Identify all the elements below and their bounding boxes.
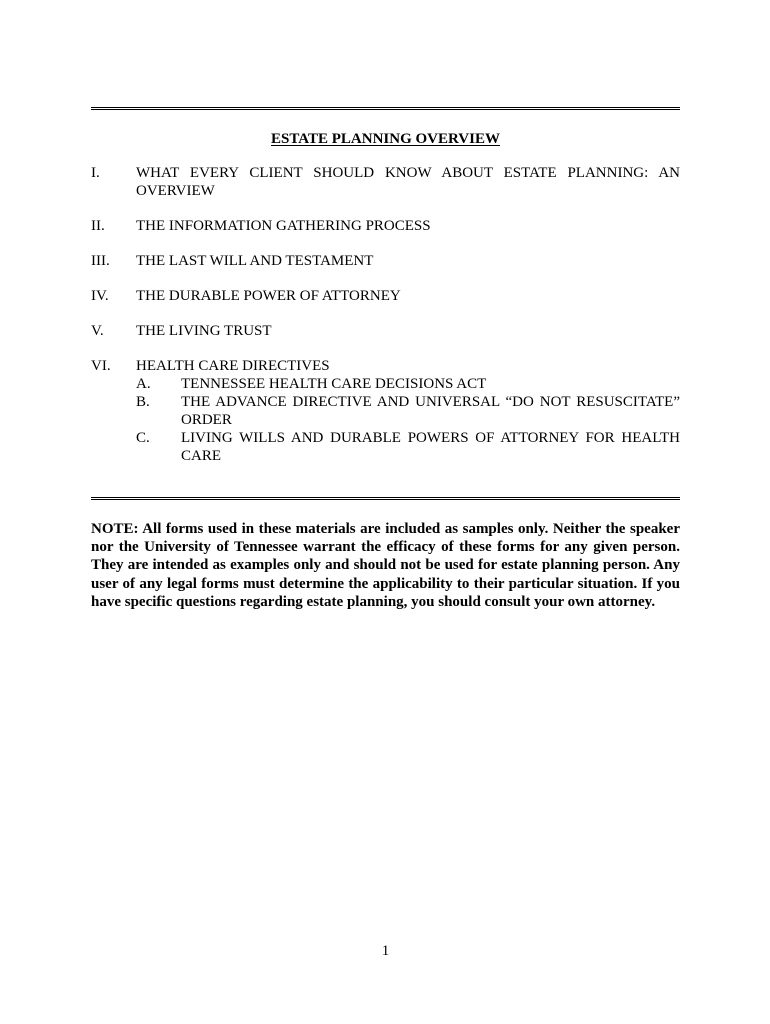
page-number: 1 [381, 943, 390, 959]
outline-item [91, 164, 680, 200]
disclaimer-note: NOTE: All forms used in these materials are included as samples only. Neither the speaker nor the University of Tennessee warrant the efficacy of these forms for any given person. They are intended as examples only and should not be used for estate planning person. Any user of any legal forms must determine the applicability to their particular situation. If you have specific questions regarding estate planning, you should consult your own attorney. [91, 521, 680, 610]
outline-item-text: HEALTH CARE DIRECTIVES [136, 358, 330, 374]
outline-item-number: II. [91, 218, 105, 234]
outline-subitem-letter: A. [136, 376, 151, 392]
outline-item [91, 322, 680, 340]
outline-subitem [136, 375, 680, 393]
outline-item-number: III. [91, 253, 110, 269]
outline-subitem-text: THE ADVANCE DIRECTIVE AND UNIVERSAL “DO NOT RESUSCITATE” ORDER [181, 394, 680, 428]
outline-item-body [136, 252, 680, 270]
outline-item [91, 252, 680, 270]
outline-item-text: THE LIVING TRUST [136, 323, 272, 339]
outline-item-body [136, 322, 680, 340]
outline-item-number: I. [91, 165, 100, 181]
outline-item-text: THE LAST WILL AND TESTAMENT [136, 253, 374, 269]
outline-subitem-text: TENNESSEE HEALTH CARE DECISIONS ACT [181, 376, 487, 392]
outline-item [91, 357, 680, 465]
top-double-rule [91, 107, 680, 110]
middle-double-rule [91, 497, 680, 500]
outline-item-number: IV. [91, 288, 109, 304]
outline-item-text: WHAT EVERY CLIENT SHOULD KNOW ABOUT ESTATE PLANNING: AN OVERVIEW [136, 165, 680, 199]
outline-item-body [136, 287, 680, 305]
document-title: ESTATE PLANNING OVERVIEW [271, 131, 500, 147]
outline-item-body [136, 357, 680, 465]
outline-list [91, 164, 680, 482]
outline-item-text: THE DURABLE POWER OF ATTORNEY [136, 288, 401, 304]
outline-item [91, 217, 680, 235]
outline-item-body [136, 164, 680, 200]
outline-subitem-text: LIVING WILLS AND DURABLE POWERS OF ATTORNEY FOR HEALTH CARE [181, 430, 680, 464]
outline-item-number: VI. [91, 358, 111, 374]
outline-subitem [136, 393, 680, 429]
outline-item-body [136, 217, 680, 235]
outline-item-text: THE INFORMATION GATHERING PROCESS [136, 218, 431, 234]
outline-item-number: V. [91, 323, 104, 339]
outline-subitem [136, 429, 680, 465]
outline-subitem-letter: C. [136, 430, 150, 446]
outline-subitem-letter: B. [136, 394, 150, 410]
outline-item [91, 287, 680, 305]
